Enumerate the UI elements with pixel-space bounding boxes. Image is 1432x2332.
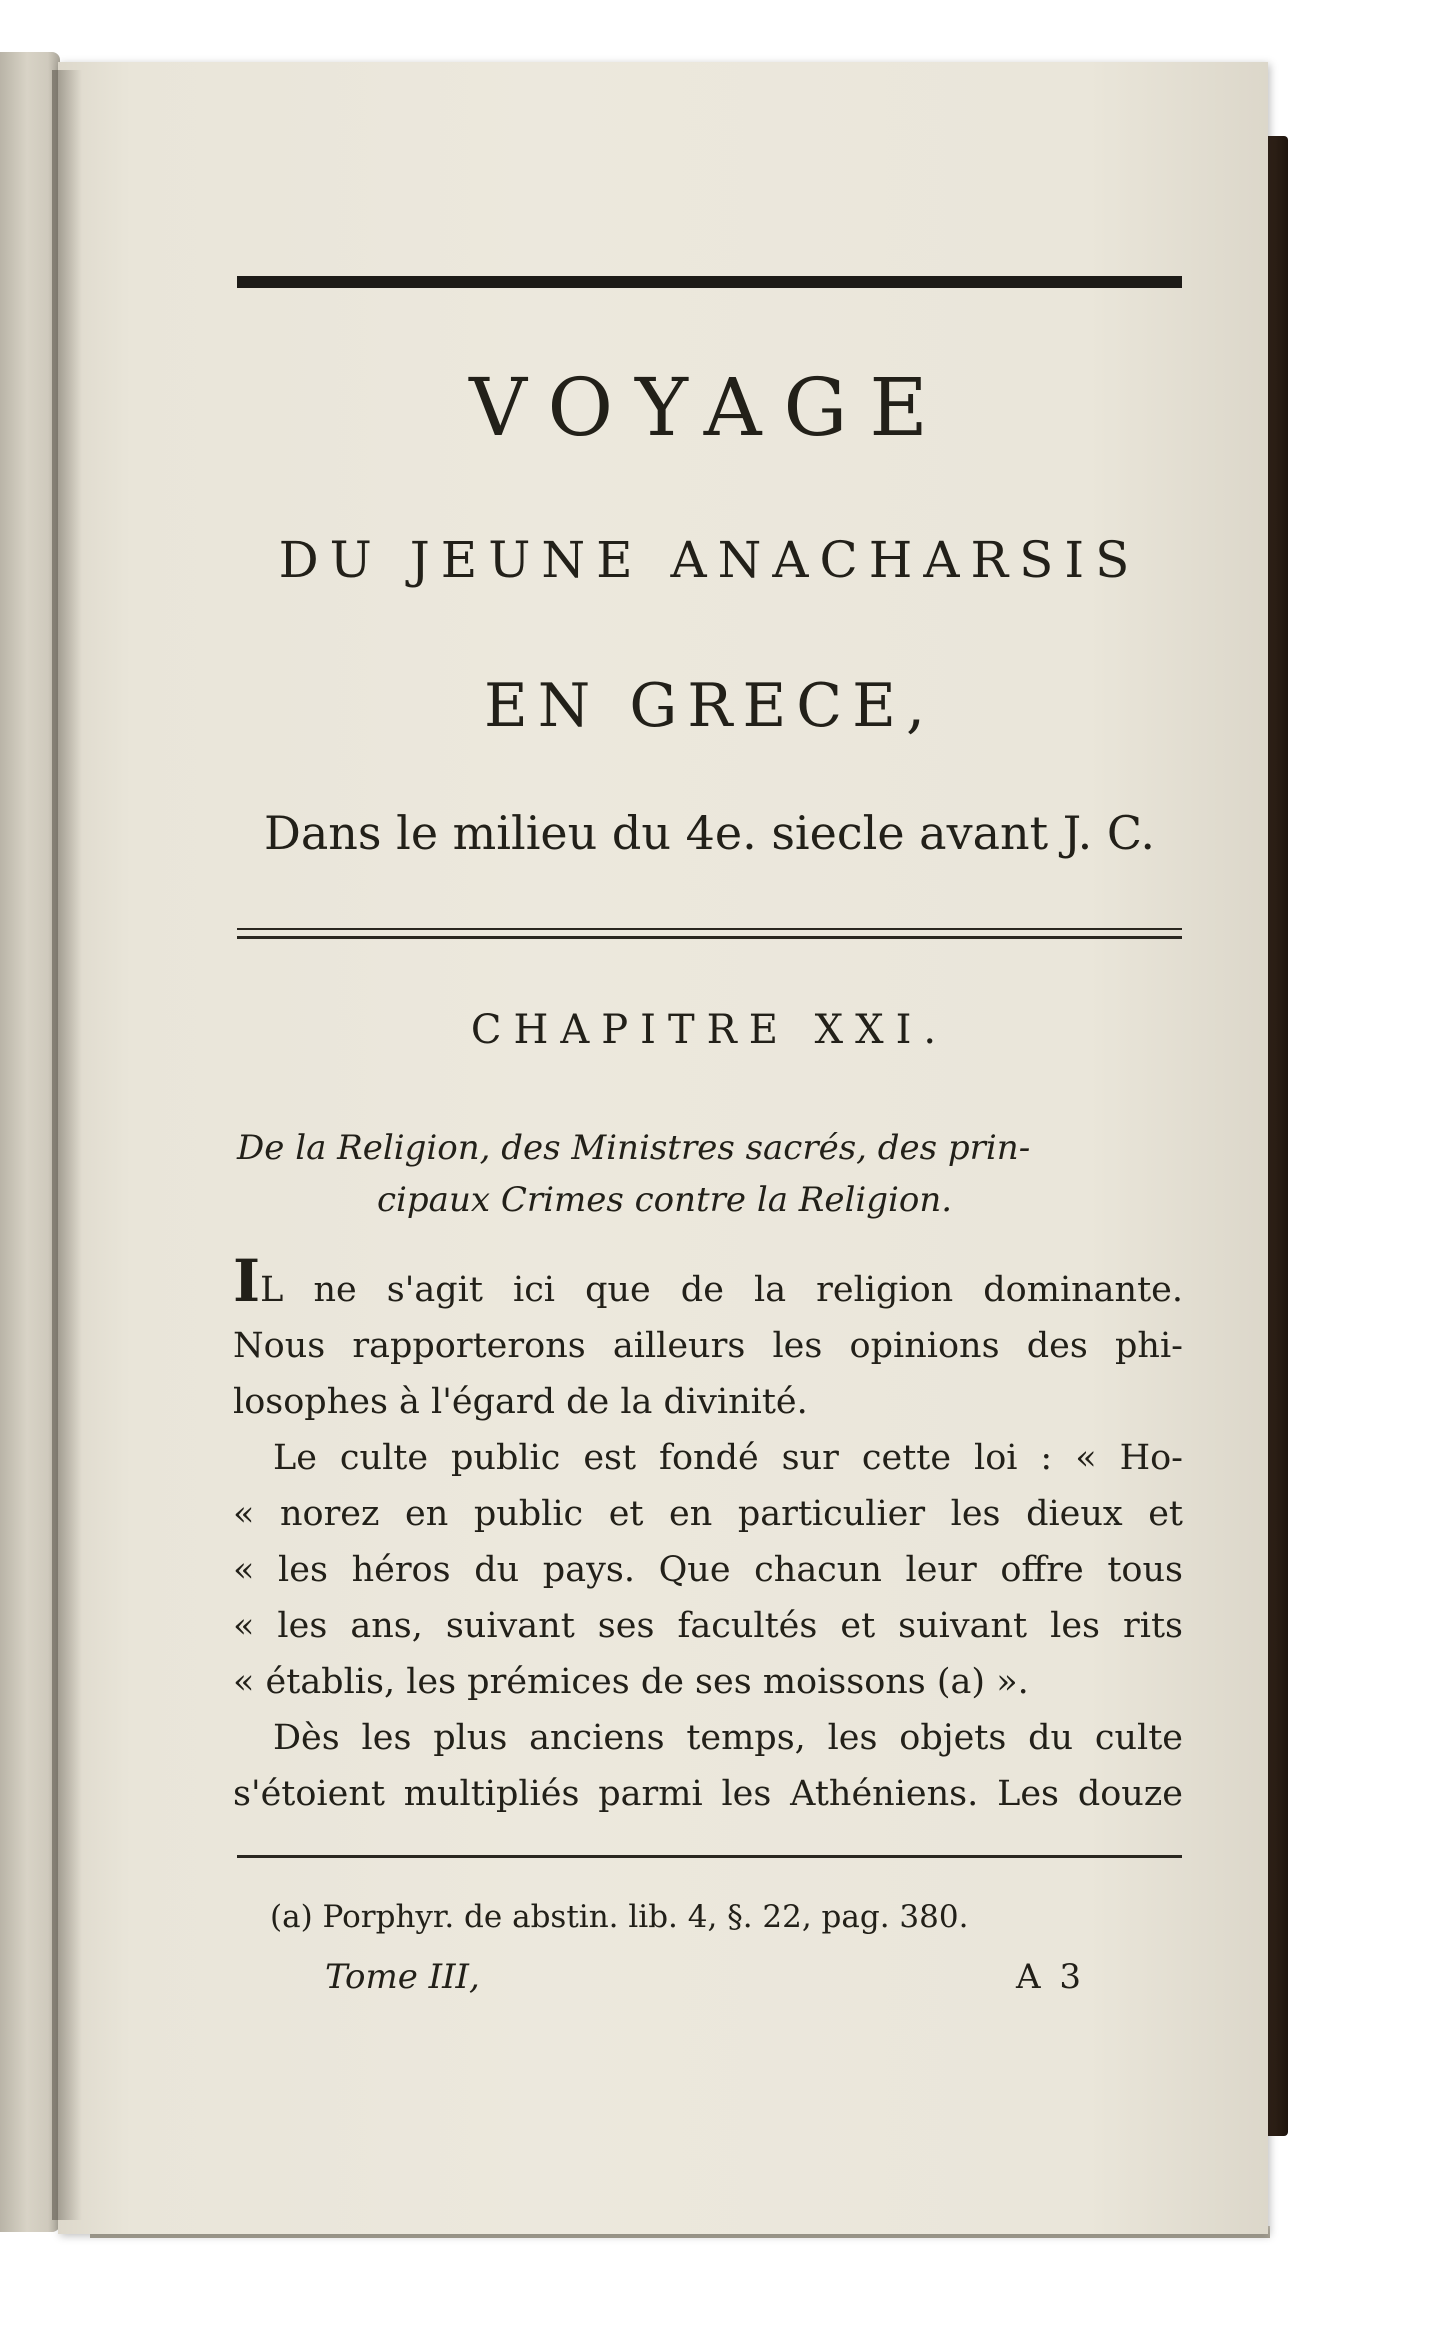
- summary-line: De la Religion, des Ministres sacrés, des prin-: [237, 1128, 1031, 1168]
- footnote-rule: [237, 1855, 1182, 1858]
- body-line: Nous rapporterons ailleurs les opinions des phi-: [233, 1326, 1183, 1366]
- title: VOYAGE: [469, 361, 950, 454]
- left-page-edge: [0, 52, 60, 2232]
- body-text: [233, 1247, 1183, 1822]
- period-line: Dans le milieu du 4e. siecle avant J. C.: [263, 806, 1156, 860]
- summary-line: cipaux Crimes contre la Religion.: [377, 1180, 953, 1220]
- body-line: « les ans, suivant ses facultés et suivant les rits: [233, 1606, 1183, 1646]
- body-line: s'étoient multipliés parmi les Athéniens. Les douze: [233, 1774, 1183, 1814]
- body-line: Le culte public est fondé sur cette loi : « Ho-: [273, 1438, 1183, 1478]
- body-line: « les héros du pays. Que chacun leur offre tous: [233, 1550, 1183, 1590]
- tome-label: Tome III,: [325, 1957, 480, 1997]
- body-line: « établis, les prémices de ses moissons (a) ».: [233, 1662, 1029, 1702]
- location-title: EN GRECE,: [483, 671, 936, 741]
- subtitle: DU JEUNE ANACHARSIS: [278, 531, 1141, 589]
- gutter-shadow: [52, 70, 82, 2220]
- chapter-heading: CHAPITRE XXI.: [470, 1007, 949, 1053]
- body-line: IL ne s'agit ici que de la religion dominante.: [233, 1247, 1183, 1315]
- title-rule: [237, 928, 1182, 939]
- body-line: Dès les plus anciens temps, les objets du culte: [273, 1718, 1183, 1758]
- drop-cap: I: [233, 1247, 261, 1315]
- page-footer: [325, 1957, 1085, 1997]
- body-line: losophes à l'égard de la divinité.: [233, 1382, 808, 1422]
- body-line: « norez en public et en particulier les dieux et: [233, 1494, 1183, 1534]
- top-rule: [237, 276, 1182, 288]
- signature-mark: A 3: [1016, 1957, 1085, 1997]
- footnote: (a) Porphyr. de abstin. lib. 4, §. 22, pag. 380.: [270, 1899, 969, 1935]
- chapter-summary: [237, 1122, 1182, 1226]
